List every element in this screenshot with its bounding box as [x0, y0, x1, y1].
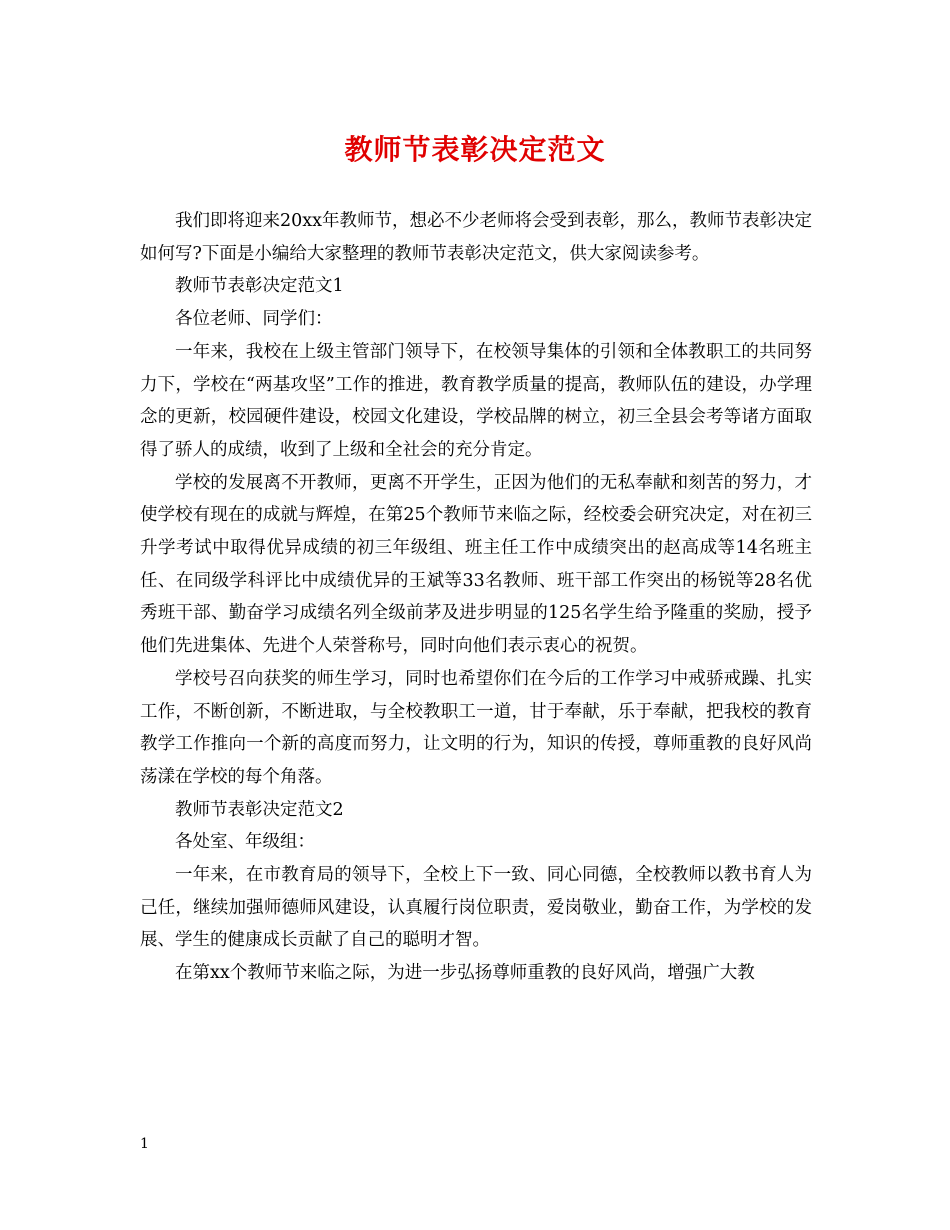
body-paragraph: 一年来，在市教育局的领导下，全校上下一致、同心同德，全校教师以教书育人为己任，继续加强师德师风建设，认真履行岗位职责，爱岗敬业，勤奋工作，为学校的发展、学生的健康成长贡献了自己的聪明才智。 [140, 865, 812, 951]
document-body [140, 205, 812, 990]
body-paragraph: 一年来，我校在上级主管部门领导下，在校领导集体的引领和全体教职工的共同努力下，学校在“两基攻坚”工作的推进，教育教学质量的提高，教师队伍的建设，办学理念的更新，校园硬件建设，校园文化建设，学校品牌的树立，初三全县会考等诸方面取得了骄人的成绩，收到了上级和全社会的充分肯定。 [140, 341, 812, 460]
section-heading-1: 教师节表彰决定范文1 [175, 276, 344, 297]
body-paragraph: 在第xx个教师节来临之际，为进一步弘扬尊师重教的良好风尚，增强广大教 [175, 963, 755, 984]
body-paragraph: 学校的发展离不开教师，更离不开学生，正因为他们的无私奉献和刻苦的努力，才使学校有现在的成就与辉煌，在第25个教师节来临之际，经校委会研究决定，对在初三升学考试中取得优异成绩的初三年级组、班主任工作中成绩突出的赵高成等14名班主任、在同级学科评比中成绩优异的王斌等33名教师、班干部工作突出的杨锐等28名优秀班干部、勤奋学习成绩名列全级前茅及进步明显的125名学生给予隆重的奖励，授予他们先进集体、先进个人荣誉称号，同时向他们表示衷心的祝贺。 [140, 472, 812, 657]
intro-paragraph: 我们即将迎来20xx年教师节，想必不少老师将会受到表彰，那么，教师节表彰决定如何写?下面是小编给大家整理的教师节表彰决定范文，供大家阅读参考。 [140, 211, 813, 264]
salutation-1: 各位老师、同学们： [175, 309, 333, 330]
section-heading-2: 教师节表彰决定范文2 [175, 799, 344, 820]
body-paragraph: 学校号召向获奖的师生学习，同时也希望你们在今后的工作学习中戒骄戒躁、扎实工作，不断创新，不断进取，与全校教职工一道，甘于奉献，乐于奉献，把我校的教育教学工作推向一个新的高度而努力，让文明的行为，知识的传授，尊师重教的良好风尚荡漾在学校的每个角落。 [140, 668, 812, 787]
document-title: 教师节表彰决定范文 [344, 133, 606, 166]
page-number: 1 [140, 1136, 149, 1152]
salutation-2: 各处室、年级组： [175, 832, 315, 853]
